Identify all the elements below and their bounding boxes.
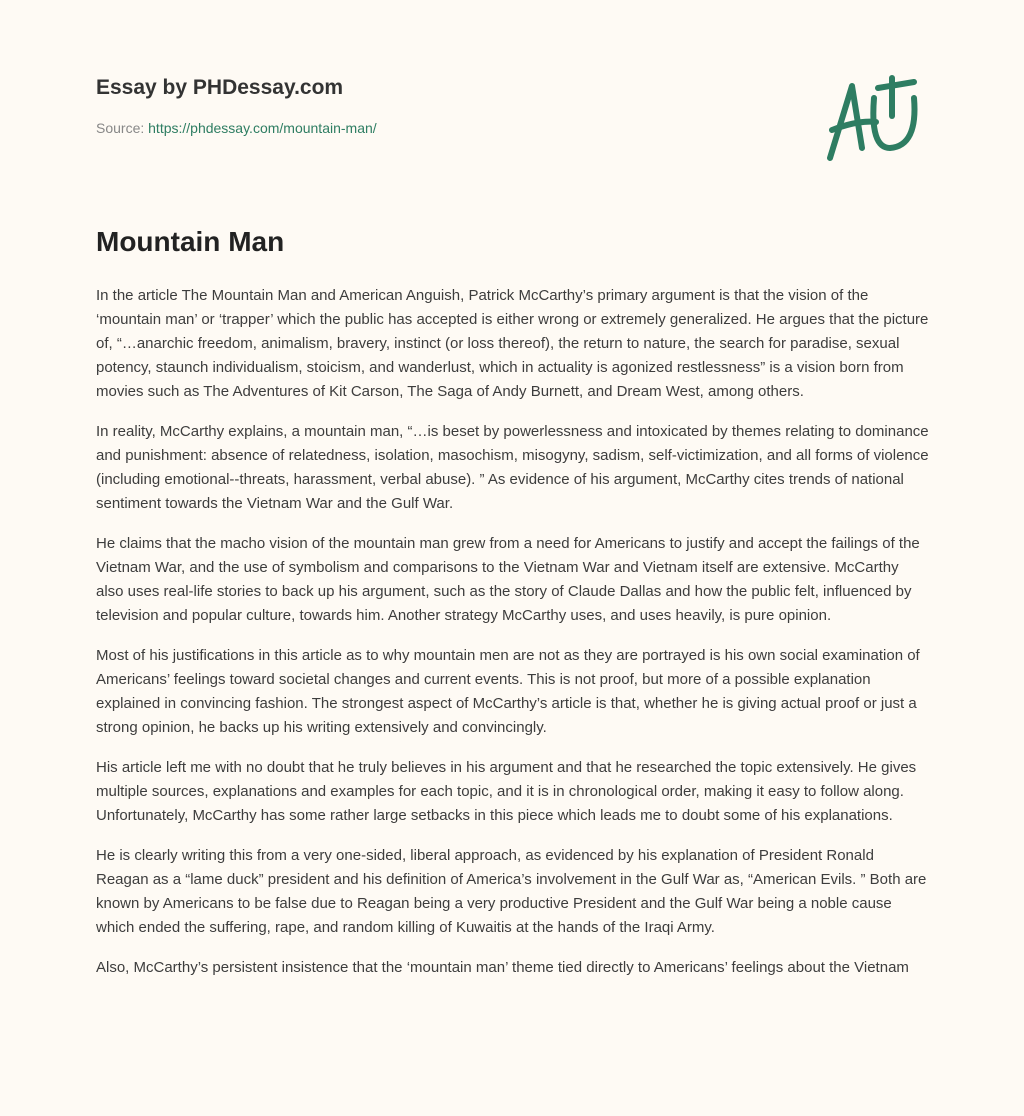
paragraph: In reality, McCarthy explains, a mountain man, “…is beset by powerlessness and intoxicated by themes relating to dominance and punishment: absence of relatedness, isolation, masochism, misogyny, sadism, self-victimization, and all forms of violence (including emotional--threats, harassment, verbal abuse). ” As evidence of his argument, McCarthy cites trends of national sentiment towards the Vietnam War and the Gulf War. — [96, 423, 929, 512]
source-link[interactable]: https://phdessay.com/mountain-man/ — [148, 120, 377, 136]
paragraph: Most of his justifications in this article as to why mountain men are not as they are portrayed is his own social examination of Americans’ feelings toward societal changes and current events. This is not proof, but more of a possible explanation explained in convincing fashion. The strongest aspect of McCarthy’s article is that, whether he is giving actual proof or just a strong opinion, he backs up his writing extensively and convincingly. — [96, 647, 920, 736]
header — [96, 76, 377, 136]
paragraph: In the article The Mountain Man and American Anguish, Patrick McCarthy’s primary argument is that the vision of the ‘mountain man’ or ‘trapper’ which the public has accepted is either wrong or extremely generalized. He argues that the picture of, “…anarchic freedom, animalism, bravery, instinct (or loss thereof), the return to nature, the search for paradise, sexual potency, staunch individualism, stoicism, and wanderlust, which in actuality is agonized restlessness” is a vision born from movies such as The Adventures of Kit Carson, The Saga of Andy Burnett, and Dream West, among others. — [96, 287, 929, 400]
paragraph: His article left me with no doubt that he truly believes in his argument and that he researched the topic extensively. He gives multiple sources, explanations and examples for each topic, and it is in chronological order, making it easy to follow along. Unfortunately, McCarthy has some rather large setbacks in this piece which leads me to doubt some of his explanations. — [96, 759, 917, 824]
paragraph: He claims that the macho vision of the mountain man grew from a need for Americans to justify and accept the failings of the Vietnam War, and the use of symbolism and comparisons to the Vietnam War and Vietnam itself are extensive. McCarthy also uses real-life stories to back up his argument, such as the story of Claude Dallas and how the public felt, influenced by television and popular culture, towards him. Another strategy McCarthy uses, and uses heavily, is pure opinion. — [96, 535, 920, 624]
source-label: Source: — [96, 120, 145, 136]
paragraph: He is clearly writing this from a very one-sided, liberal approach, as evidenced by his explanation of President Ronald Reagan as a “lame duck” president and his definition of America’s involvement in the Gulf War as, “American Evils. ” Both are known by Americans to be false due to Reagan being a very productive President and the Gulf War being a noble cause which ended the suffering, rape, and random killing of Kuwaitis at the hands of the Iraqi Army. — [96, 847, 927, 936]
article — [96, 226, 930, 996]
paragraph: Also, McCarthy’s persistent insistence that the ‘mountain man’ theme tied directly to Americans’ feelings about the Vietnam — [96, 959, 909, 976]
brand-title: Essay by PHDessay.com — [96, 76, 344, 99]
a-plus-logo-icon — [818, 68, 928, 168]
article-title: Mountain Man — [96, 226, 285, 257]
source-line — [96, 120, 377, 136]
